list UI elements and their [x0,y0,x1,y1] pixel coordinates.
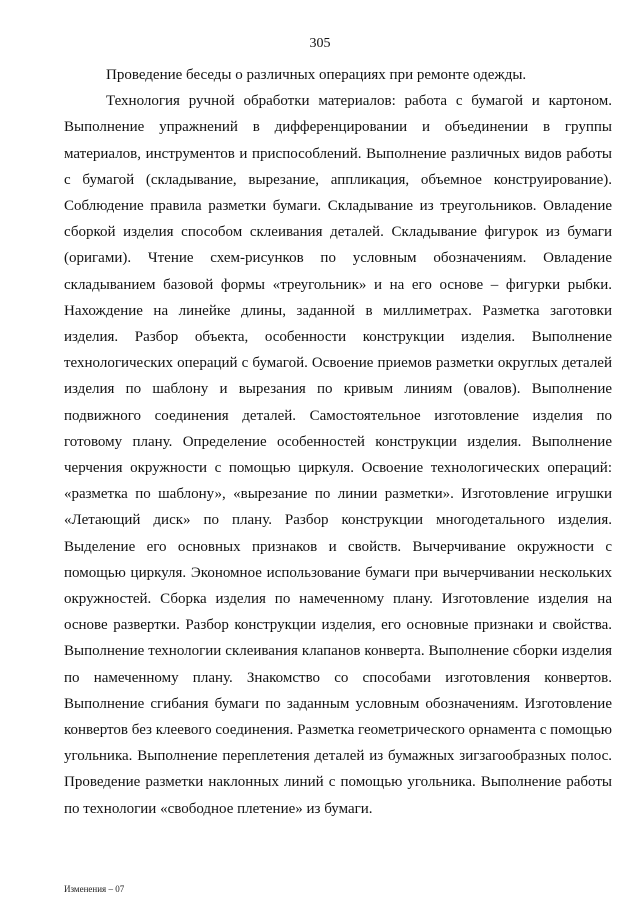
page-number: 305 [309,36,331,51]
page-body [64,62,612,822]
footer-note: Изменения – 07 [64,884,125,894]
paragraph-1: Проведение беседы о различных операциях при ремонте одежды. [106,67,527,83]
paragraph-2: Технология ручной обработки материалов: работа с бумагой и картоном. Выполнение упражнений в дифференцировании и объединении в группы материалов, инструментов и приспособлений. Выполнение различных видов работы с бумагой (складывание, вырезание, аппликация, объемное конструирование). Соблюдение правила разметки бумаги. Складывание из треугольников. Овладение сборкой изделия способом склеивания деталей. Складывание фигурок из бумаги (оригами). Чтение схем-рисунков по условным обозначениям. Овладение складыванием базовой формы «треугольник» и на его основе – фигурки рыбки. Нахождение на линейке длины, заданной в миллиметрах. Разметка заготовки изделия. Разбор объекта, особенности конструкции изделия. Выполнение технологических операций с бумагой. Освоение приемов разметки округлых деталей изделия по шаблону и вырезания по кривым линиям (овалов). Выполнение подвижного соединения деталей. Самостоятельное изготовление изделия по готовому плану. Определение особенностей конструкции изделия. Выполнение черчения окружности с помощью циркуля. Освоение технологических операций: «разметка по шаблону», «вырезание по линии разметки». Изготовление игрушки «Летающий диск» по плану. Разбор конструкции многодетального изделия. Выделение его основных признаков и свойств. Вычерчивание окружности с помощью циркуля. Экономное использование бумаги при вычерчивании нескольких окружностей. Сборка изделия по намеченному плану. Изготовление изделия на основе развертки. Разбор конструкции изделия, его основные признаки и свойства. Выполнение технологии склеивания клапанов конверта. Выполнение сборки изделия по намеченному плану. Знакомство со способами изготовления конвертов. Выполнение сгибания бумаги по заданным условным обозначениям. Изготовление конвертов без клеевого соединения. Разметка геометрического орнамента с помощью угольника. Выполнение переплетения деталей из бумажных зигзагообразных полос. Проведение разметки наклонных линий с помощью угольника. Выполнение работы по технологии «свободное плетение» из бумаги. [64,93,612,817]
